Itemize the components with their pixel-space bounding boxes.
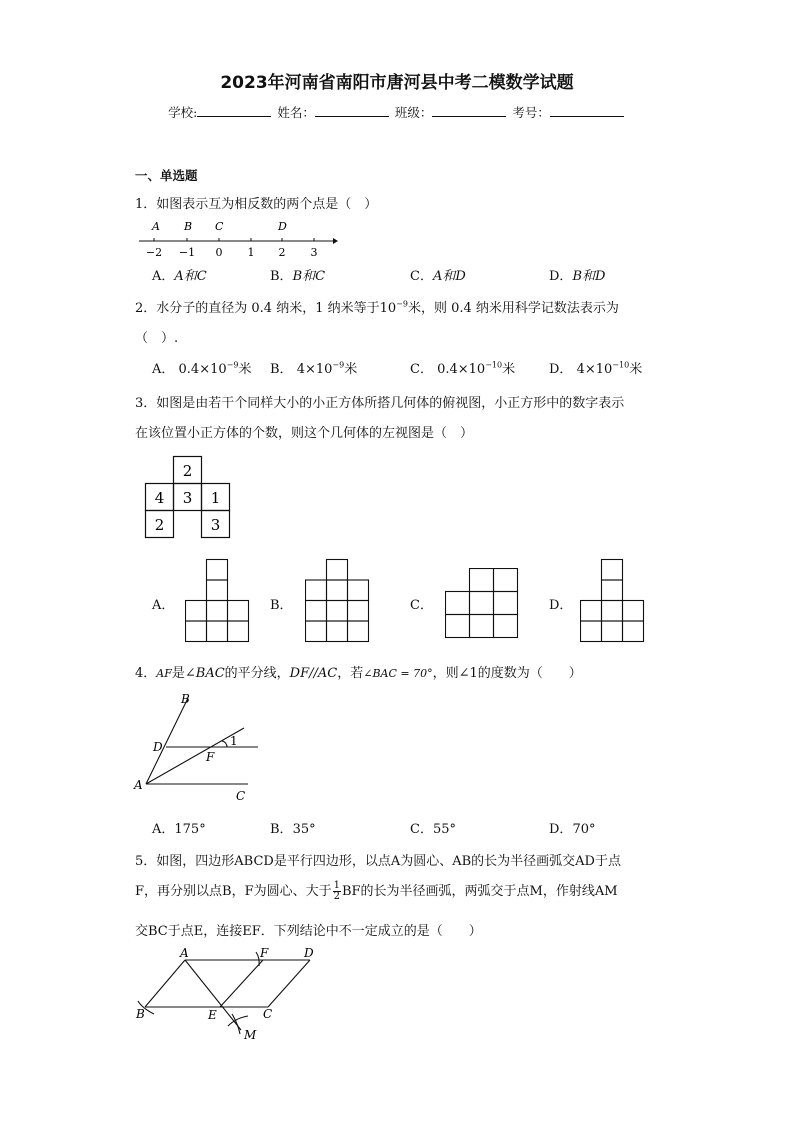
label-a: A xyxy=(134,778,143,792)
q3-option-d-figure[interactable] xyxy=(580,558,646,644)
q1-option-b[interactable]: B．B和C xyxy=(270,269,326,284)
grid-number: 1 xyxy=(210,489,221,507)
q3-option-c-label[interactable]: C． xyxy=(410,598,433,613)
tick-label: −1 xyxy=(178,246,196,259)
q2-option-d[interactable]: D． $4\times 10^{-10}$米 xyxy=(549,360,643,377)
label-d: D xyxy=(304,946,314,960)
q5-figure xyxy=(128,944,328,1044)
grid-number: 2 xyxy=(154,516,165,534)
q1-stem: 1．如图表示互为相反数的两个点是（ ） xyxy=(135,197,378,212)
q3-option-a-figure[interactable] xyxy=(185,558,251,644)
exam-title: 2023年河南省南阳市唐河县中考二模数学试题 xyxy=(220,73,574,93)
q4-option-d[interactable]: D．70° xyxy=(549,822,596,837)
tick-label: −2 xyxy=(145,246,163,259)
tick-label: 2 xyxy=(278,246,286,259)
q2-stem: 2．水分子的直径为 0.4 纳米，1 纳米等于$10^{-9}$米，则 0.4 纳米用科学记数法表示为 xyxy=(135,299,619,316)
grid-number: 3 xyxy=(210,516,221,534)
label-b: B xyxy=(136,1007,145,1021)
q4-option-b[interactable]: B．35° xyxy=(270,822,316,837)
label-m: M xyxy=(244,1028,257,1042)
label-f: F xyxy=(260,946,269,960)
q1-option-a[interactable]: A．A和C xyxy=(152,269,207,284)
q2-option-a[interactable]: A． $0.4\times 10^{-9}$米 xyxy=(152,360,252,377)
q3-option-d-label[interactable]: D． xyxy=(549,598,573,613)
q2-option-c[interactable]: C． $0.4\times 10^{-10}$米 xyxy=(410,360,516,377)
q3-stem-line1: 3．如图是由若干个同样大小的小正方体所搭几何体的俯视图，小正方形中的数字表示 xyxy=(135,396,625,411)
q3-option-b-label[interactable]: B． xyxy=(270,598,293,613)
q5-stem-line3: 交BC于点E，连接EF．下列结论中不一定成立的是（ ） xyxy=(135,924,482,939)
q3-top-view-grid xyxy=(143,455,235,541)
q5-stem-line1: 5．如图，四边形ABCD是平行四边形，以点A为圆心、AB的长为半径画弧交AD于点 xyxy=(135,854,621,869)
class-label: 班级： xyxy=(394,105,433,120)
label-a: A xyxy=(180,946,189,960)
section-heading: 一、单选题 xyxy=(135,168,198,183)
point-a-label: A xyxy=(152,220,160,233)
school-label: 学校: xyxy=(168,105,198,120)
point-b-label: B xyxy=(184,220,193,233)
label-e: E xyxy=(208,1008,217,1022)
q3-option-c-figure[interactable] xyxy=(445,568,520,640)
q3-option-a-label[interactable]: A． xyxy=(152,598,175,613)
q4-figure xyxy=(130,688,270,806)
q4-stem: 4．AF是∠BAC的平分线，DF//AC，若∠BAC = 70°，则∠1的度数为（ ） xyxy=(135,666,582,681)
q2-option-b[interactable]: B． $4\times 10^{-9}$米 xyxy=(270,360,358,377)
q3-stem-line2: 在该位置小正方体的个数，则这个几何体的左视图是（ ） xyxy=(135,426,474,441)
grid-number: 4 xyxy=(154,489,165,507)
q5-stem-line2: F，再分别以点B，F为圆心、大于 $\frac{1}{2}$ BF的长为半径画弧，两弧交于点M，作射线AM xyxy=(135,880,618,902)
name-label: 姓名： xyxy=(277,105,315,120)
number-blank[interactable] xyxy=(550,104,624,117)
number-label: 考号： xyxy=(512,105,550,120)
q1-option-c[interactable]: C．A和D xyxy=(410,269,466,284)
grid-number: 2 xyxy=(182,462,193,480)
q3-option-b-figure[interactable] xyxy=(305,558,371,644)
q4-option-c[interactable]: C．55° xyxy=(410,822,456,837)
student-info-line xyxy=(0,103,794,121)
tick-label: 3 xyxy=(310,246,318,259)
half-fraction: $\frac{1}{2}$ xyxy=(333,880,340,902)
name-blank[interactable] xyxy=(315,104,389,117)
q2-stem-cont: （ ）. xyxy=(135,331,179,346)
tick-label: 1 xyxy=(247,246,255,259)
label-b: B xyxy=(181,692,190,706)
point-c-label: C xyxy=(215,220,224,233)
grid-number: 3 xyxy=(182,489,193,507)
q1-number-line xyxy=(135,214,350,262)
tick-label: 0 xyxy=(215,246,223,259)
point-d-label: D xyxy=(278,220,287,233)
label-c: C xyxy=(236,789,246,803)
label-angle-1: 1 xyxy=(230,734,238,748)
label-d: D xyxy=(153,740,163,754)
class-blank[interactable] xyxy=(432,104,506,117)
school-blank[interactable] xyxy=(197,104,271,117)
q1-option-d[interactable]: D．B和D xyxy=(549,269,606,284)
label-f: F xyxy=(206,750,215,764)
label-c: C xyxy=(263,1007,273,1021)
q4-option-a[interactable]: A．175° xyxy=(152,822,206,837)
